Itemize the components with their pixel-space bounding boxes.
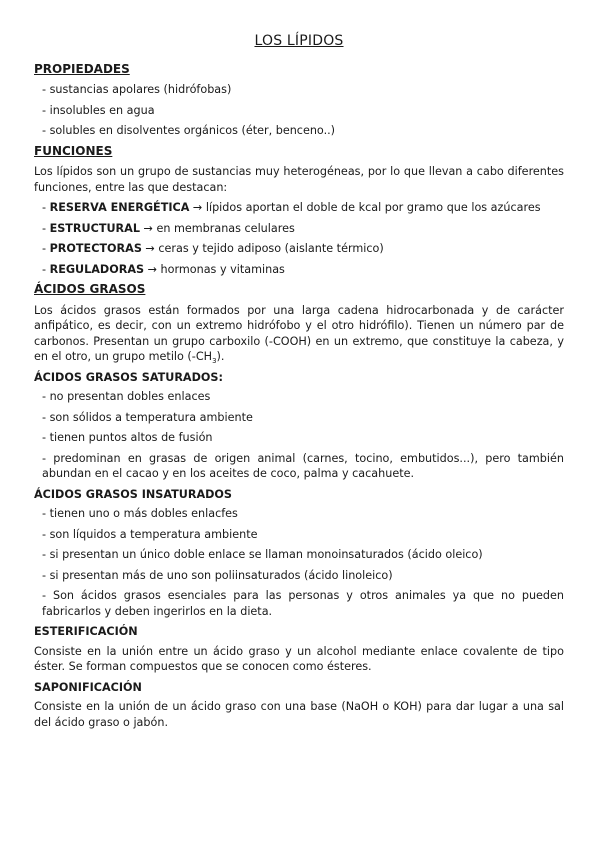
- function-text: → lípidos aportan el doble de kcal por gramo que los azúcares: [189, 201, 541, 214]
- list-propiedades: [42, 82, 564, 139]
- list-item: - insolubles en agua: [42, 103, 155, 117]
- paragraph-funciones: Los lípidos son un grupo de sustancias muy heterogéneas, por lo que llevan a cabo diferentes funciones, entre las que destacan:: [34, 165, 564, 194]
- list-dash: -: [42, 262, 50, 276]
- paragraph-acidos-grasos: [34, 303, 564, 365]
- function-term: REGULADORAS: [49, 262, 145, 276]
- list-item: - tienen puntos altos de fusión: [42, 431, 213, 444]
- paragraph-text: Los ácidos grasos están formados por una larga cadena hidrocarbonada y de carácter anfipático, es decir, con un extremo hidrófobo y el otro hidrófilo). Tienen un número par de carbonos. Presentan un grupo carboxilo (-COOH) en un extremo, que constituye la cabeza, y en el otro, un grupo metilo (-CH: [34, 303, 564, 363]
- list-dash: -: [42, 221, 50, 235]
- list-item: - predominan en grasas de origen animal (carnes, tocino, embutidos...), pero también abundan en el cacao y en los aceites de coco, palma y cacahuete.: [42, 451, 564, 480]
- function-term: PROTECTORAS: [49, 242, 142, 255]
- function-text: → ceras y tejido adiposo (aislante térmico): [141, 242, 384, 255]
- list-saturados: [42, 389, 564, 482]
- heading-saturados: ÁCIDOS GRASOS SATURADOS:: [34, 370, 223, 384]
- list-dash: -: [42, 201, 50, 214]
- list-item: - solubles en disolventes orgánicos (éter, benceno..): [42, 124, 336, 137]
- list-item: [42, 200, 564, 216]
- function-text: → hormonas y vitaminas: [144, 262, 285, 276]
- list-item: - sustancias apolares (hidrófobas): [42, 83, 232, 96]
- list-item: [42, 262, 564, 278]
- subscript: 3: [212, 357, 217, 366]
- list-item: [42, 221, 564, 237]
- page-title: LOS LÍPIDOS: [254, 33, 344, 49]
- list-item: - si presentan más de uno son poliinsaturados (ácido linoleico): [42, 568, 393, 582]
- heading-insaturados: ÁCIDOS GRASOS INSATURADOS: [34, 487, 232, 501]
- list-item: [42, 241, 564, 257]
- heading-esterificacion: ESTERIFICACIÓN: [34, 625, 138, 638]
- function-term: ESTRUCTURAL: [49, 221, 140, 235]
- list-item: - tienen uno o más dobles enlacfes: [42, 507, 238, 520]
- paragraph-saponificacion: Consiste en la unión de un ácido graso con una base (NaOH o KOH) para dar lugar a una sal del ácido graso o jabón.: [34, 700, 564, 729]
- paragraph-text: ).: [216, 350, 225, 363]
- heading-acidos-grasos: ÁCIDOS GRASOS: [34, 282, 146, 296]
- list-funciones: [42, 200, 564, 277]
- paragraph-esterificacion: Consiste en la unión entre un ácido graso y un alcohol mediante enlace covalente de tipo éster. Se forman compuestos que se conocen como ésteres.: [34, 644, 564, 673]
- list-item: - si presentan un único doble enlace se llaman monoinsaturados (ácido oleico): [42, 548, 483, 561]
- heading-funciones: FUNCIONES: [34, 143, 113, 158]
- list-item: - son sólidos a temperatura ambiente: [42, 410, 253, 424]
- heading-saponificacion: SAPONIFICACIÓN: [34, 680, 142, 694]
- function-text: → en membranas celulares: [139, 221, 295, 235]
- list-item: - no presentan dobles enlaces: [42, 390, 211, 403]
- heading-propiedades: PROPIEDADES: [34, 61, 130, 76]
- function-term: RESERVA ENERGÉTICA: [49, 201, 190, 214]
- list-item: - Son ácidos grasos esenciales para las personas y otros animales ya que no pueden fabricarlos y deben ingerirlos en la dieta.: [42, 589, 564, 618]
- list-insaturados: [42, 506, 564, 619]
- list-dash: -: [42, 242, 50, 255]
- list-item: - son líquidos a temperatura ambiente: [42, 527, 258, 541]
